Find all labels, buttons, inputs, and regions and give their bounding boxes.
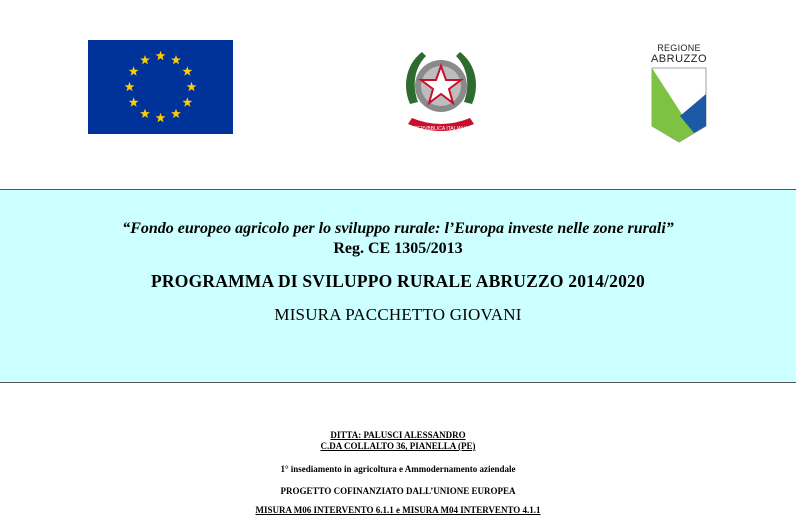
- company-address: C.DA COLLALTO 36, PIANELLA (PE): [320, 441, 476, 451]
- logo-header: [0, 0, 796, 190]
- banner-motto: “Fondo europeo agricolo per lo sviluppo rurale: l’Europa investe nelle zone rurali”: [122, 220, 674, 237]
- programme-banner: [0, 189, 796, 383]
- region-label-regione: REGIONE: [657, 43, 701, 53]
- company-name: DITTA: PALUSCI ALESSANDRO: [330, 430, 466, 440]
- cofinancing-note: PROGETTO COFINANZIATO DALL’UNIONE EUROPEA: [280, 486, 516, 496]
- emblem-ribbon-text: REPVBBLICA ITALIANA: [413, 126, 469, 132]
- regione-abruzzo-logo: [646, 40, 712, 144]
- eu-flag-icon: [88, 40, 233, 134]
- region-shield-icon: [650, 66, 708, 144]
- intervention-description: 1° insediamento in agricoltura e Ammodernamento aziendale: [280, 464, 516, 474]
- banner-measure: MISURA PACCHETTO GIOVANI: [274, 305, 522, 324]
- region-label-abruzzo: ABRUZZO: [650, 53, 708, 65]
- banner-regulation: Reg. CE 1305/2013: [333, 240, 463, 257]
- measures-note: MISURA M06 INTERVENTO 6.1.1 e MISURA M04 INTERVENTO 4.1.1: [255, 505, 541, 515]
- italian-republic-emblem-icon: [400, 42, 482, 138]
- banner-programme-title: PROGRAMMA DI SVILUPPO RURALE ABRUZZO 2014/2020: [151, 271, 645, 291]
